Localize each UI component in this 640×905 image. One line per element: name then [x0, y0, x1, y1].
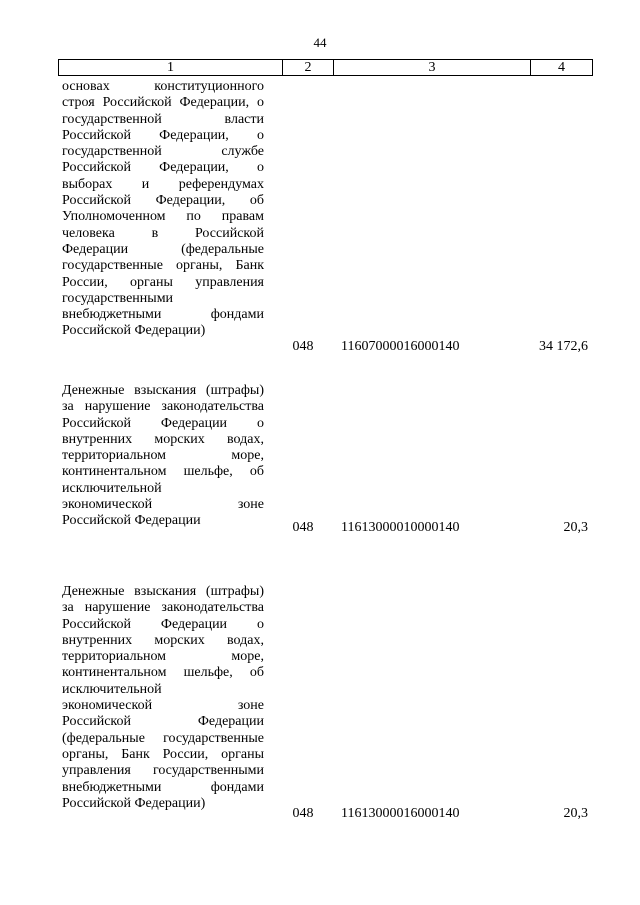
text-line: Российской Федерации) — [62, 795, 206, 811]
text-line: (федеральные государственные — [62, 730, 264, 746]
page-number: 44 — [313, 35, 327, 50]
column-header-3: 3 — [334, 60, 531, 75]
text-line: исключительной — [62, 681, 162, 697]
table-row-description — [62, 383, 264, 530]
text-line: Уполномоченном по правам — [62, 209, 264, 225]
table-cell-code: 048 — [292, 806, 314, 821]
text-line: территориальном море, — [62, 649, 264, 665]
text-line: Денежные взыскания (штрафы) — [62, 584, 264, 599]
text-line: Российской Федерации — [62, 513, 201, 529]
text-line: континентальном шельфе, об — [62, 464, 264, 480]
table-cell-amount: 34 172,6 — [539, 339, 588, 354]
table-cell-kbk: 11613000010000140 — [341, 520, 460, 535]
table-cell-kbk: 11607000016000140 — [341, 339, 460, 354]
text-line: внебюджетными фондами — [62, 779, 264, 795]
table-cell-code: 048 — [292, 520, 314, 535]
table-row-description — [62, 79, 264, 340]
text-line: человека в Российской — [62, 225, 264, 241]
column-header-2: 2 — [283, 60, 334, 75]
text-line: территориальном море, — [62, 448, 264, 464]
text-line: экономической зоне — [62, 497, 264, 513]
column-header-1: 1 — [59, 60, 283, 75]
text-line: Российской Федерации) — [62, 323, 206, 339]
text-line: Российской Федерации о — [62, 616, 264, 632]
text-line: Денежные взыскания (штрафы) — [62, 383, 264, 398]
text-line: за нарушение законодательства — [62, 399, 264, 415]
text-line: выборах и референдумах — [62, 176, 264, 192]
table-row-description — [62, 584, 264, 812]
text-line: внутренних морских водах, — [62, 431, 264, 447]
text-line: строя Российской Федерации, о — [62, 95, 264, 111]
text-line: исключительной — [62, 480, 162, 496]
text-line: государственной власти — [62, 111, 264, 127]
text-line: континентальном шельфе, об — [62, 665, 264, 681]
text-line: государственной службе — [62, 144, 264, 160]
text-line: основах конституционного — [62, 79, 264, 94]
table-header-row — [58, 59, 593, 76]
text-line: Российской Федерации, о — [62, 160, 264, 176]
text-line: Российской Федерации о — [62, 415, 264, 431]
text-line: экономической зоне — [62, 698, 264, 714]
table-cell-code: 048 — [292, 339, 314, 354]
table-cell-amount: 20,3 — [563, 520, 588, 535]
text-line: Российской Федерации — [62, 714, 264, 730]
text-line: внутренних морских водах, — [62, 632, 264, 648]
column-header-4: 4 — [558, 60, 565, 75]
text-line: государственные органы, Банк — [62, 258, 264, 274]
text-line: России, органы управления — [62, 274, 264, 290]
text-line: органы, Банк России, органы — [62, 746, 264, 762]
text-line: за нарушение законодательства — [62, 600, 264, 616]
text-line: управления государственными — [62, 763, 264, 779]
table-cell-amount: 20,3 — [563, 806, 588, 821]
text-line: Российской Федерации, об — [62, 193, 264, 209]
table-cell-kbk: 11613000016000140 — [341, 806, 460, 821]
text-line: внебюджетными фондами — [62, 307, 264, 323]
text-line: Российской Федерации, о — [62, 127, 264, 143]
text-line: Федерации (федеральные — [62, 241, 264, 257]
text-line: государственными — [62, 290, 174, 306]
